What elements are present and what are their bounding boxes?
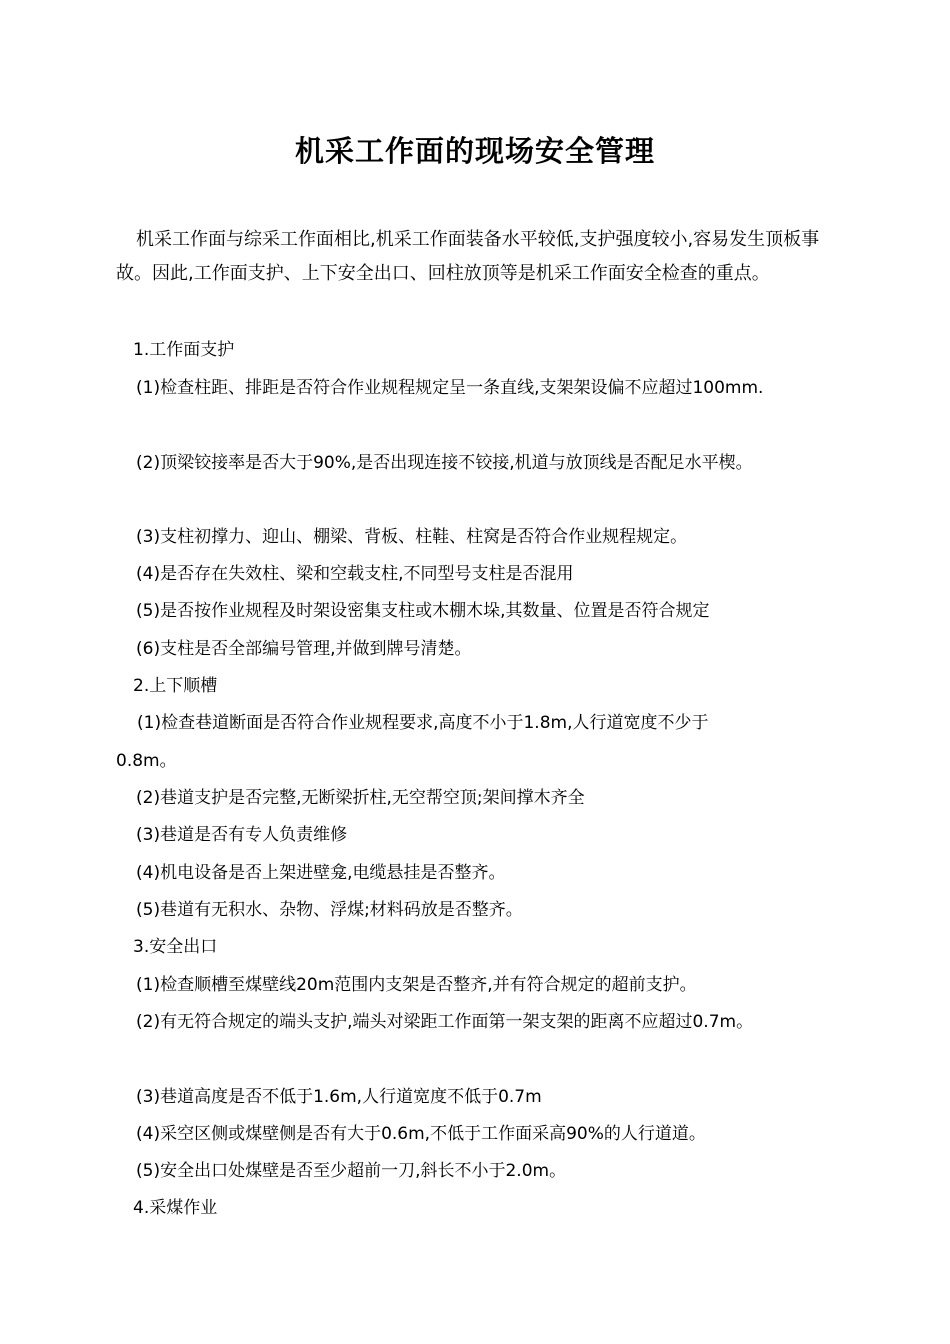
list-item: (4)采空区侧或煤壁侧是否有大于0.6m,不低于工作面采高90%的人行道道。 xyxy=(136,1124,706,1144)
list-item: (4)是否存在失效柱、梁和空载支柱,不同型号支柱是否混用 xyxy=(136,564,574,584)
section-heading: 1.工作面支护 xyxy=(133,340,235,360)
list-item: (4)机电设备是否上架进壁龛,电缆悬挂是否整齐。 xyxy=(136,863,506,883)
list-item: (5)巷道有无积水、杂物、浮煤;材料码放是否整齐。 xyxy=(136,900,523,920)
section-heading: 3.安全出口 xyxy=(133,937,218,957)
list-item: (1)检查柱距、排距是否符合作业规程规定呈一条直线,支架架设偏不应超过100mm. xyxy=(136,378,764,398)
list-item: (3)巷道高度是否不低于1.6m,人行道宽度不低于0.7m xyxy=(136,1087,542,1107)
list-item-continuation: 0.8m。 xyxy=(116,751,177,771)
list-item: (3)巷道是否有专人负责维修 xyxy=(136,825,348,845)
section-heading: 4.采煤作业 xyxy=(133,1198,218,1218)
document-title: 机采工作面的现场安全管理 xyxy=(294,134,655,168)
intro-paragraph: 机采工作面与综采工作面相比,机采工作面装备水平较低,支护强度较小,容易发生顶板事故。因此,工作面支护、上下安全出口、回柱放顶等是机采工作面安全检查的重点。 xyxy=(116,229,820,284)
list-item: (1)检查巷道断面是否符合作业规程要求,高度不小于1.8m,人行道宽度不少于 xyxy=(137,713,709,733)
list-item: (2)巷道支护是否完整,无断梁折柱,无空帮空顶;架间撑木齐全 xyxy=(136,788,585,808)
section-heading: 2.上下顺槽 xyxy=(133,676,218,696)
list-item: (1)检查顺槽至煤壁线20m范围内支架是否整齐,并有符合规定的超前支护。 xyxy=(136,975,697,995)
list-item: (2)有无符合规定的端头支护,端头对梁距工作面第一架支架的距离不应超过0.7m。 xyxy=(136,1012,754,1032)
list-item: (3)支柱初撑力、迎山、棚梁、背板、柱鞋、柱窝是否符合作业规程规定。 xyxy=(136,527,688,547)
list-item: (5)是否按作业规程及时架设密集支柱或木棚木垛,其数量、位置是否符合规定 xyxy=(136,601,710,621)
list-item: (2)顶梁铰接率是否大于90%,是否出现连接不铰接,机道与放顶线是否配足水平楔。 xyxy=(136,453,753,473)
list-item: (5)安全出口处煤壁是否至少超前一刀,斜长不小于2.0m。 xyxy=(136,1161,567,1181)
list-item: (6)支柱是否全部编号管理,并做到牌号清楚。 xyxy=(136,639,472,659)
